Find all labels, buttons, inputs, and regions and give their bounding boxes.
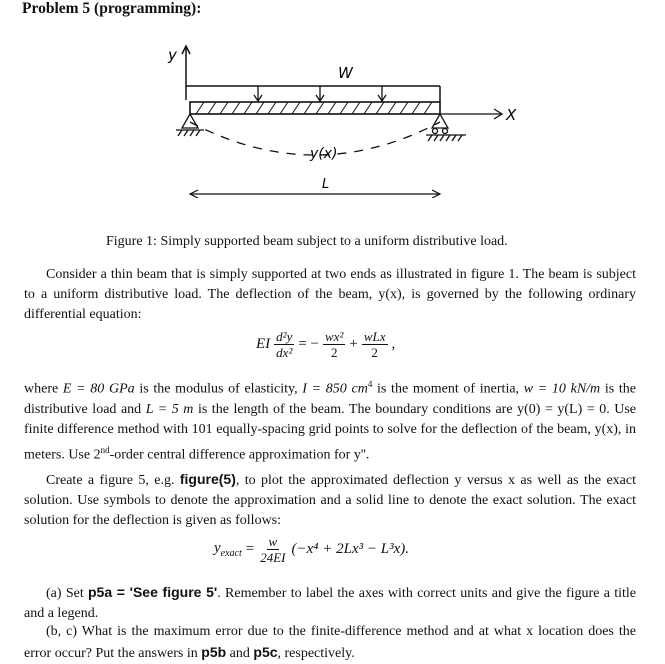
ode-equation: EI $\frac{\text{d²y}}{\text{dx²}}$ = − $\frac{\text{wx²}}{2}$ + $\frac{\text{wLx}}{2}$ , — [256, 329, 396, 360]
beam-figure — [150, 38, 520, 198]
beam-hatching — [196, 102, 432, 114]
x-axis-label: X — [506, 106, 517, 124]
load-arrows — [254, 86, 386, 101]
parameters-paragraph: where E = 80 GPa is the modulus of elasticity, I = 850 $cm^4$ is the moment of inertia, w = 10 kN/m is the distributive load and L = 5 m is the length of the beam. The boundary conditions are y(0) = y(L) = 0. Use finite difference method with 101 equally-spacing grid points to solve for the deflection of the beam, y(x), in meters. Use 2nd-order central difference approximation for y''. — [24, 379, 637, 463]
problem-heading: Problem 5 (programming): — [22, 0, 202, 17]
load-label: W — [338, 64, 353, 82]
left-support — [176, 114, 204, 136]
deflection-label: y(x) — [310, 146, 338, 162]
right-support — [426, 114, 466, 141]
exact-solution-equation: $y_{exact}$ = $\frac{w}{24EI}$ (−x⁴ + 2Lx³ − L³x). — [214, 534, 409, 565]
intro-paragraph: Consider a thin beam that is simply supported at two ends as illustrated in figure 1. The beam is subject to a uniform distributive load. The deflection of the beam, y(x), is governed by the following ordinary differential equation: — [24, 267, 636, 322]
part-bc-paragraph: (b, c) What is the maximum error due to the finite-difference method and at what x location does the error occur? Put the answers in p5b and p5c, respectively. — [24, 624, 636, 661]
beam — [190, 102, 440, 114]
length-label: L — [322, 177, 330, 192]
part-a-paragraph: (a) Set p5a = 'See figure 5'. Remember to label the axes with correct units and give the figure a title and a legend. — [24, 584, 636, 621]
figure-instructions-paragraph: Create a figure 5, e.g. figure(5), to plot the approximated deflection y versus x as well as the exact solution. Use symbols to denote the approximation and a solid line to denote the exact solution. The exact solution for the deflection is given as follows: — [24, 471, 637, 528]
y-axis-label: y — [168, 46, 177, 64]
figure-caption: Figure 1: Simply supported beam subject to a uniform distributive load. — [106, 234, 508, 249]
